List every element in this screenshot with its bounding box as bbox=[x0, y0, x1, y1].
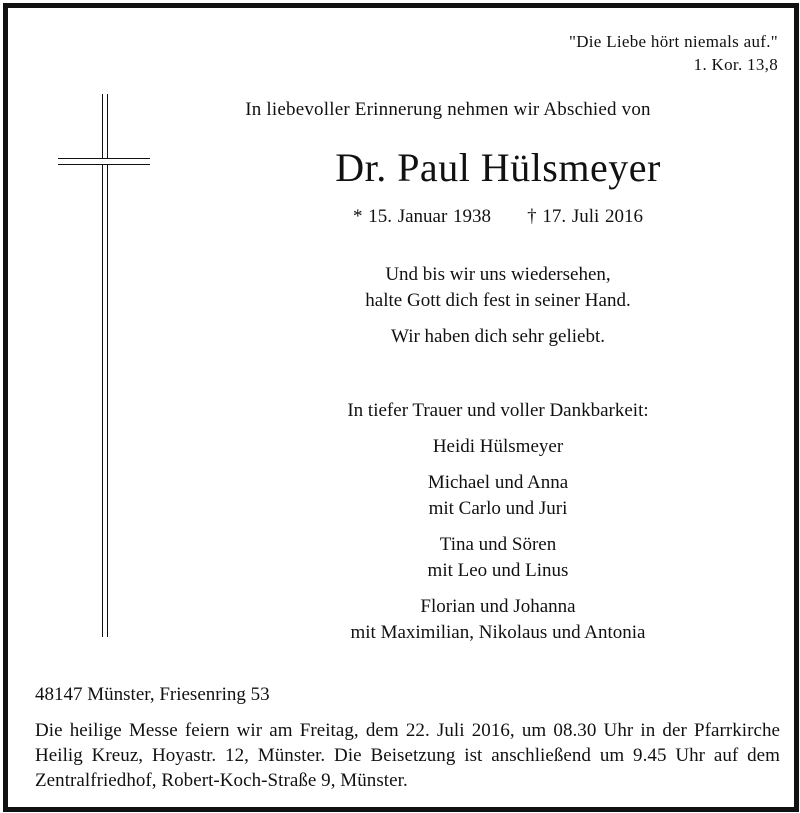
poem-line-1: Und bis wir uns wiedersehen, bbox=[385, 264, 611, 285]
quote-reference: 1. Kor. 13,8 bbox=[693, 55, 778, 74]
mourners-list bbox=[158, 434, 800, 656]
mourner-line: mit Maximilian, Nikolaus und Antonia bbox=[350, 622, 646, 643]
mourner-line: Tina und Sören bbox=[439, 534, 557, 555]
obituary-frame bbox=[3, 3, 799, 812]
cross-icon-vertical-bar bbox=[102, 94, 108, 637]
birth-date: * 15. Januar 1938 bbox=[352, 206, 492, 227]
mourner-line: Florian und Johanna bbox=[420, 596, 576, 617]
life-dates bbox=[158, 206, 800, 228]
quote-text: "Die Liebe hört niemals auf." bbox=[568, 32, 778, 51]
intro-line: In liebevoller Erinnerung nehmen wir Abschied von bbox=[245, 99, 651, 120]
mourner-line: mit Leo und Linus bbox=[427, 560, 569, 581]
mourner-group bbox=[158, 594, 800, 646]
mourner-line: mit Carlo und Juri bbox=[428, 498, 568, 519]
mourner-group bbox=[158, 532, 800, 584]
bible-quote bbox=[569, 30, 778, 76]
cross-icon-junction bbox=[104, 160, 107, 164]
poem-line-2: halte Gott dich fest in seiner Hand. bbox=[365, 290, 631, 311]
mourner-line: Michael und Anna bbox=[427, 472, 569, 493]
family-address: 48147 Münster, Friesenring 53 bbox=[35, 684, 270, 705]
mourner-group bbox=[158, 434, 800, 460]
mourners-heading: In tiefer Trauer und voller Dankbarkeit: bbox=[347, 400, 649, 421]
poem-line-3: Wir haben dich sehr geliebt. bbox=[391, 326, 605, 347]
mourner-line: Heidi Hülsmeyer bbox=[432, 436, 564, 457]
funeral-service-info: Die heilige Messe feiern wir am Freitag, dem 22. Juli 2016, um 08.30 Uhr in der Pfarrkirche Heilig Kreuz, Hoyastr. 12, Münster. Die Beisetzung ist anschließend um 9.45 Uhr auf dem Zentralfriedhof, Robert-Koch-Straße 9, Münster. bbox=[35, 720, 780, 791]
poem bbox=[158, 262, 800, 314]
death-date: † 17. Juli 2016 bbox=[527, 206, 644, 227]
deceased-name: Dr. Paul Hülsmeyer bbox=[335, 145, 661, 190]
mourner-group bbox=[158, 470, 800, 522]
